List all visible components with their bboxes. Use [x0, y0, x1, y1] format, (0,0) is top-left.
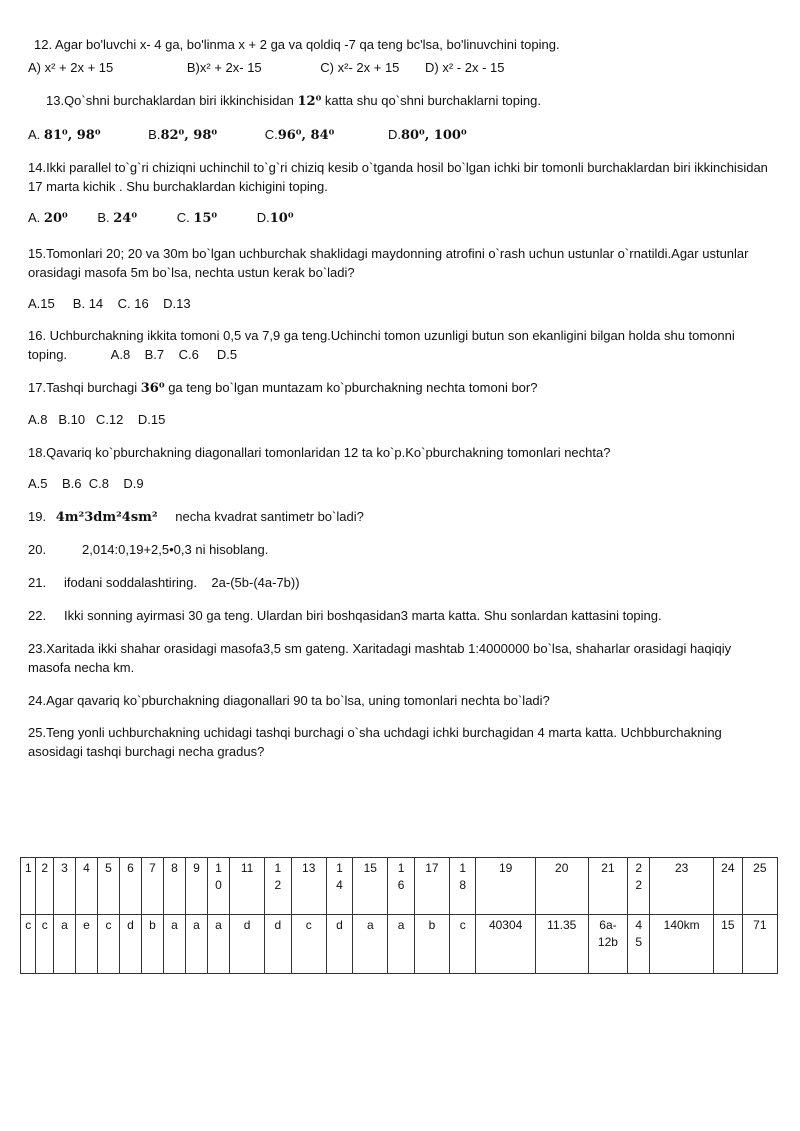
answer-key-answer-cell: b [414, 915, 449, 974]
answer-key-answer-cell: a [353, 915, 388, 974]
answer-key-answers-row [21, 915, 778, 974]
answer-key-number-cell: 15 [353, 858, 388, 915]
question-18 [28, 444, 773, 494]
answer-key-number-cell: 23 [650, 858, 714, 915]
answer-key-number-cell: 2 2 [628, 858, 650, 915]
answer-key-answer-cell: d [326, 915, 352, 974]
question-sheet [28, 36, 773, 772]
option-c: C) x²- 2x + 15 [320, 59, 400, 75]
question-15 [28, 245, 773, 314]
answer-key-number-cell: 1 4 [326, 858, 352, 915]
question-22: 22. Ikki sonning ayirmasi 30 ga teng. Ulardan biri boshqasidan3 marta katta. Shu sonlardan kattasini toping. [28, 608, 662, 624]
question-18-text: 18.Qavariq ko`pburchakning diagonallari tomonlaridan 12 ta ko`p.Ko`pburchakning tomonlari nechta? [28, 444, 611, 460]
answer-key-answer-cell: c [97, 915, 119, 974]
question-13-text: 13.Qo`shni burchaklardan biri ikkinchisidan 12⁰ katta shu qo`shni burchaklarni toping. [46, 92, 541, 109]
answer-key-numbers-row [21, 858, 778, 915]
answer-key-answer-cell: 40304 [476, 915, 535, 974]
answer-key-answer-cell: 11.35 [535, 915, 588, 974]
question-16-text: 16. Uchburchakning ikkita tomoni 0,5 va 7,9 ga teng.Uchinchi tomon uzunligi butun son ekanligini bilgan holda shu tomonni toping. A.8 B.7 C.6 D.5 [28, 328, 735, 363]
answer-key-number-cell: 4 [75, 858, 97, 915]
answer-key-answer-cell: 71 [742, 915, 777, 974]
question-13-options: A. 81⁰, 98⁰ B.82⁰, 98⁰ C.96⁰, 84⁰ D.80⁰, 100⁰ [28, 126, 467, 143]
answer-key-number-cell: 11 [229, 858, 264, 915]
answer-key-number-cell: 1 8 [450, 858, 476, 915]
answer-key-answer-cell: e [75, 915, 97, 974]
answer-key-number-cell: 2 [36, 858, 54, 915]
answer-key-answer-cell: 140km [650, 915, 714, 974]
question-14-options: A. 20⁰ B. 24⁰ C. 15⁰ D.10⁰ [28, 210, 294, 227]
answer-key-answer-cell: c [291, 915, 326, 974]
answer-key-number-cell: 19 [476, 858, 535, 915]
option-b: 24⁰ [113, 211, 138, 227]
question-16-options: A.8 B.7 C.6 D.5 [110, 347, 238, 363]
question-12-options [28, 59, 773, 78]
question-15-options: A.15 B. 14 C. 16 D.13 [28, 295, 191, 311]
answer-key-number-cell: 1 0 [207, 858, 229, 915]
option-b: 82⁰, 98⁰ [160, 127, 218, 143]
question-23: 23.Xaritada ikki shahar orasidagi masofa3,5 sm gateng. Xaritadagi mashtab 1:4000000 bo`lsa, shaharlar orasidagi haqiqiy masofa necha km. [28, 640, 732, 675]
question-14 [28, 159, 773, 229]
option-c: 96⁰, 84⁰ [277, 127, 335, 143]
option-a: 20⁰ [43, 211, 68, 227]
option-d: D) x² - 2x - 15 [425, 59, 505, 75]
option-b: B)x² + 2x- 15 [186, 59, 262, 75]
question-20: 20. 2,014:0,19+2,5•0,3 ni hisoblang. [28, 542, 269, 558]
answer-key-number-cell: 9 [185, 858, 207, 915]
answer-key-answer-cell: b [141, 915, 163, 974]
question-17-options: A.8 B.10 C.12 D.15 [28, 411, 166, 427]
answer-key-answer-cell: c [450, 915, 476, 974]
answer-key-number-cell: 5 [97, 858, 119, 915]
question-25: 25.Teng yonli uchburchakning uchidagi tashqi burchagi o`sha uchdagi ichki burchagidan 4 marta katta. Uchbburchakning asosidagi tashqi burchagi necha gradus? [28, 725, 722, 760]
answer-key-number-cell: 17 [414, 858, 449, 915]
question-17-text: 17.Tashqi burchagi 36⁰ ga teng bo`lgan muntazam ko`pburchakning nechta tomoni bor? [28, 380, 538, 397]
question-13 [28, 92, 773, 146]
answer-key-answer-cell: c [21, 915, 36, 974]
option-a: A) x² + 2x + 15 [28, 59, 114, 75]
question-14-text: 14.Ikki parallel to`g`ri chiziqni uchinchil to`g`ri chiziq kesib o`tganda hosil bo`lgan ichki bir tomonli burchaklardan biri ikkinchisidan 17 marta kichik . Shu burchaklardan kichigini toping. [28, 160, 768, 195]
answer-key-number-cell: 20 [535, 858, 588, 915]
option-d: 80⁰, 100⁰ [400, 127, 467, 143]
answer-key-number-cell: 1 [21, 858, 36, 915]
unit-expression: 4m²3dm²4sm² [55, 509, 158, 525]
question-21: 21. ifodani soddalashtiring. 2a-(5b-(4a-7b)) [28, 575, 300, 591]
answer-key-number-cell: 8 [163, 858, 185, 915]
answer-key-answer-cell: 15 [714, 915, 743, 974]
question-16 [28, 327, 773, 365]
answer-key-number-cell: 3 [53, 858, 75, 915]
angle-value: 36⁰ [140, 381, 165, 397]
answer-key-number-cell: 6 [119, 858, 141, 915]
answer-key-number-cell: 24 [714, 858, 743, 915]
angle-value: 12⁰ [297, 93, 322, 109]
question-24: 24.Agar qavariq ko`pburchakning diagonallari 90 ta bo`lsa, uning tomonlari nechta bo`ladi? [28, 692, 550, 708]
answer-key-number-cell: 25 [742, 858, 777, 915]
question-15-text: 15.Tomonlari 20; 20 va 30m bo`lgan uchburchak shaklidagi maydonning atrofini o`rash uchun ustunlar o`rnatildi.Agar ustunlar orasidagi masofa 5m bo`lsa, nechta ustun kerak bo`ladi? [28, 245, 749, 280]
option-d: 10⁰ [269, 211, 294, 227]
answer-key-number-cell: 1 2 [265, 858, 291, 915]
question-12-text: 12. Agar bo'luvchi x- 4 ga, bo'linma x + 2 ga va qoldiq -7 qa teng bc'lsa, bo'linuvchini toping. [34, 37, 560, 52]
answer-key-answer-cell: c [36, 915, 54, 974]
answer-key-answer-cell: a [53, 915, 75, 974]
answer-key-answer-cell: a [207, 915, 229, 974]
question-12 [28, 36, 773, 78]
answer-key-number-cell: 21 [588, 858, 628, 915]
answer-key-number-cell: 13 [291, 858, 326, 915]
answer-key-answer-cell: a [185, 915, 207, 974]
question-18-options: A.5 B.6 C.8 D.9 [28, 475, 144, 491]
question-17 [28, 379, 773, 430]
option-a: 81⁰, 98⁰ [43, 127, 101, 143]
answer-key-table [20, 857, 778, 974]
option-c: 15⁰ [193, 211, 218, 227]
answer-key-answer-cell: a [163, 915, 185, 974]
answer-key-answer-cell: d [229, 915, 264, 974]
answer-key-number-cell: 7 [141, 858, 163, 915]
answer-key-answer-cell: d [265, 915, 291, 974]
answer-key-answer-cell: d [119, 915, 141, 974]
answer-key-answer-cell: a [388, 915, 414, 974]
question-19: 19. 4m²3dm²4sm² necha kvadrat santimetr bo`ladi? [28, 508, 364, 525]
answer-key-answer-cell: 4 5 [628, 915, 650, 974]
answer-key-answer-cell: 6a-12b [588, 915, 628, 974]
answer-key-number-cell: 1 6 [388, 858, 414, 915]
